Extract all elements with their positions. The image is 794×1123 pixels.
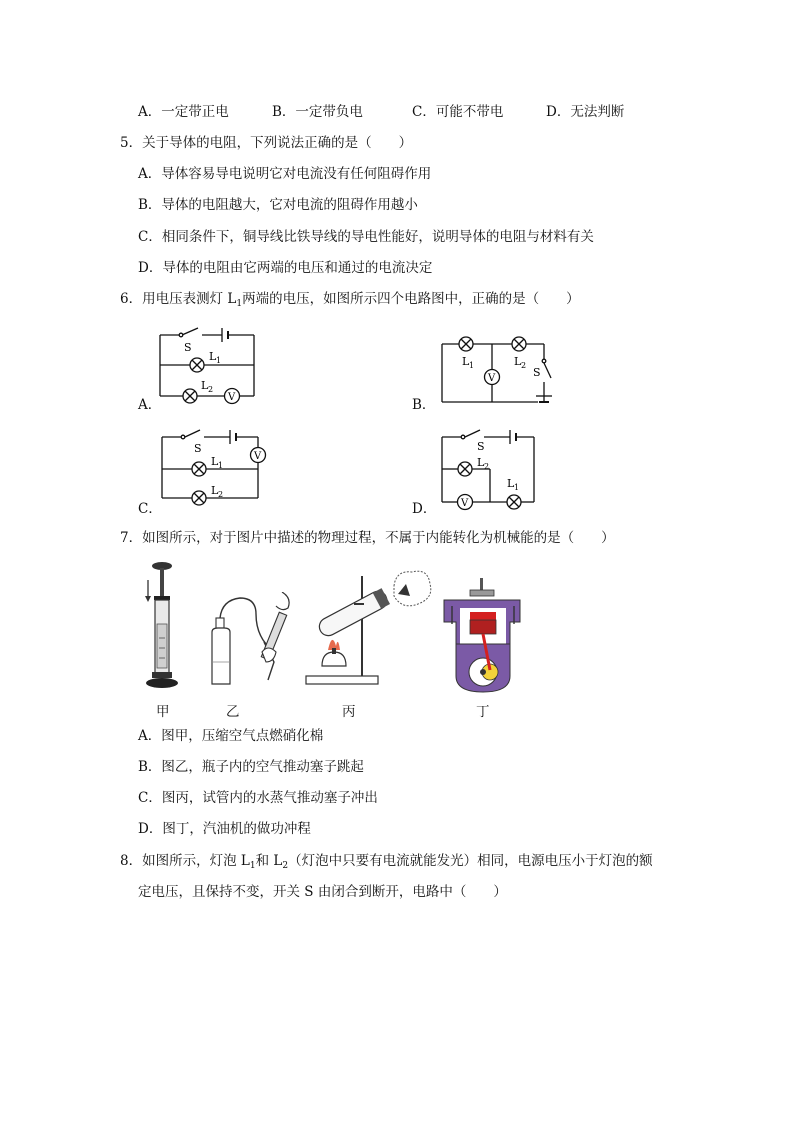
caption-jia: 甲 bbox=[156, 704, 170, 720]
svg-text:2: 2 bbox=[521, 361, 527, 370]
q7-option-c: C．图丙，试管内的水蒸气推动塞子冲出 bbox=[138, 790, 378, 806]
svg-text:2: 2 bbox=[218, 490, 224, 499]
svg-text:2: 2 bbox=[208, 385, 214, 394]
test-tube-steam-illustration bbox=[302, 566, 434, 690]
q5-stem: 5．关于导体的电阻，下列说法正确的是（ ） bbox=[120, 135, 413, 151]
q4-option-d: D．无法判断 bbox=[546, 104, 625, 120]
caption-ding: 丁 bbox=[476, 704, 490, 720]
q7-option-b: B．图乙，瓶子内的空气推动塞子跳起 bbox=[138, 759, 364, 775]
q6-label-b: B． bbox=[412, 397, 436, 413]
svg-text:L: L bbox=[507, 477, 515, 490]
caption-yi: 乙 bbox=[226, 704, 240, 720]
q7-stem: 7．如图所示，对于图片中描述的物理过程，不属于内能转化为机械能的是（ ） bbox=[120, 530, 615, 546]
circuit-b-diagram bbox=[432, 330, 562, 412]
q7-option-d: D．图丁，汽油机的做功冲程 bbox=[138, 821, 311, 837]
svg-text:2: 2 bbox=[484, 462, 490, 471]
q4-option-c: C．可能不带电 bbox=[412, 104, 504, 120]
svg-text:V: V bbox=[254, 451, 262, 462]
circuit-a-diagram bbox=[150, 318, 270, 410]
engine-power-stroke-illustration bbox=[440, 578, 526, 696]
q7-option-a: A．图甲，压缩空气点燃硝化棉 bbox=[138, 728, 324, 744]
svg-text:S: S bbox=[477, 440, 485, 453]
q6-label-d: D． bbox=[412, 501, 437, 517]
svg-text:L: L bbox=[201, 379, 209, 392]
svg-text:1: 1 bbox=[216, 356, 222, 365]
q4-option-a: A．一定带正电 bbox=[138, 104, 229, 120]
svg-text:L: L bbox=[211, 455, 219, 468]
circuit-d-diagram bbox=[432, 424, 542, 516]
svg-text:S: S bbox=[533, 366, 541, 379]
q4-option-b: B．一定带负电 bbox=[272, 104, 363, 120]
svg-text:1: 1 bbox=[218, 461, 224, 470]
circuit-c-diagram bbox=[150, 424, 275, 514]
voltmeter-label: V bbox=[228, 392, 236, 403]
q5-option-a: A．导体容易导电说明它对电流没有任何阻碍作用 bbox=[138, 166, 432, 182]
bottle-pump-illustration bbox=[204, 592, 298, 692]
q8-stem-line1: 8．如图所示，灯泡 $L_1$和 $L_2$（灯泡中只要有电流就能发光）相同，电源电压小于灯泡的额 bbox=[120, 853, 653, 871]
switch-label: S bbox=[184, 341, 192, 354]
svg-text:L: L bbox=[462, 355, 470, 368]
q6-label-c: C． bbox=[138, 501, 162, 517]
svg-text:L: L bbox=[211, 484, 219, 497]
svg-text:V: V bbox=[488, 373, 496, 384]
q6-label-a: A． bbox=[138, 397, 162, 413]
svg-text:S: S bbox=[194, 442, 202, 455]
svg-text:L: L bbox=[514, 355, 522, 368]
svg-text:L: L bbox=[477, 456, 485, 469]
q5-option-d: D．导体的电阻由它两端的电压和通过的电流决定 bbox=[138, 260, 433, 276]
caption-bing: 丙 bbox=[342, 704, 356, 720]
q6-stem: 6．用电压表测灯 $L_1$两端的电压，如图所示四个电路图中，正确的是（ ） bbox=[120, 291, 580, 309]
q8-stem-line2: 定电压，且保持不变，开关 S 由闭合到断开，电路中（ ） bbox=[138, 884, 507, 900]
svg-text:V: V bbox=[461, 498, 469, 509]
svg-text:1: 1 bbox=[469, 361, 475, 370]
svg-text:1: 1 bbox=[514, 483, 520, 492]
q5-option-c: C．相同条件下，铜导线比铁导线的导电性能好，说明导体的电阻与材料有关 bbox=[138, 229, 594, 245]
q5-option-b: B．导体的电阻越大，它对电流的阻碍作用越小 bbox=[138, 197, 418, 213]
fire-syringe-illustration bbox=[140, 558, 190, 692]
svg-text:L: L bbox=[209, 350, 217, 363]
